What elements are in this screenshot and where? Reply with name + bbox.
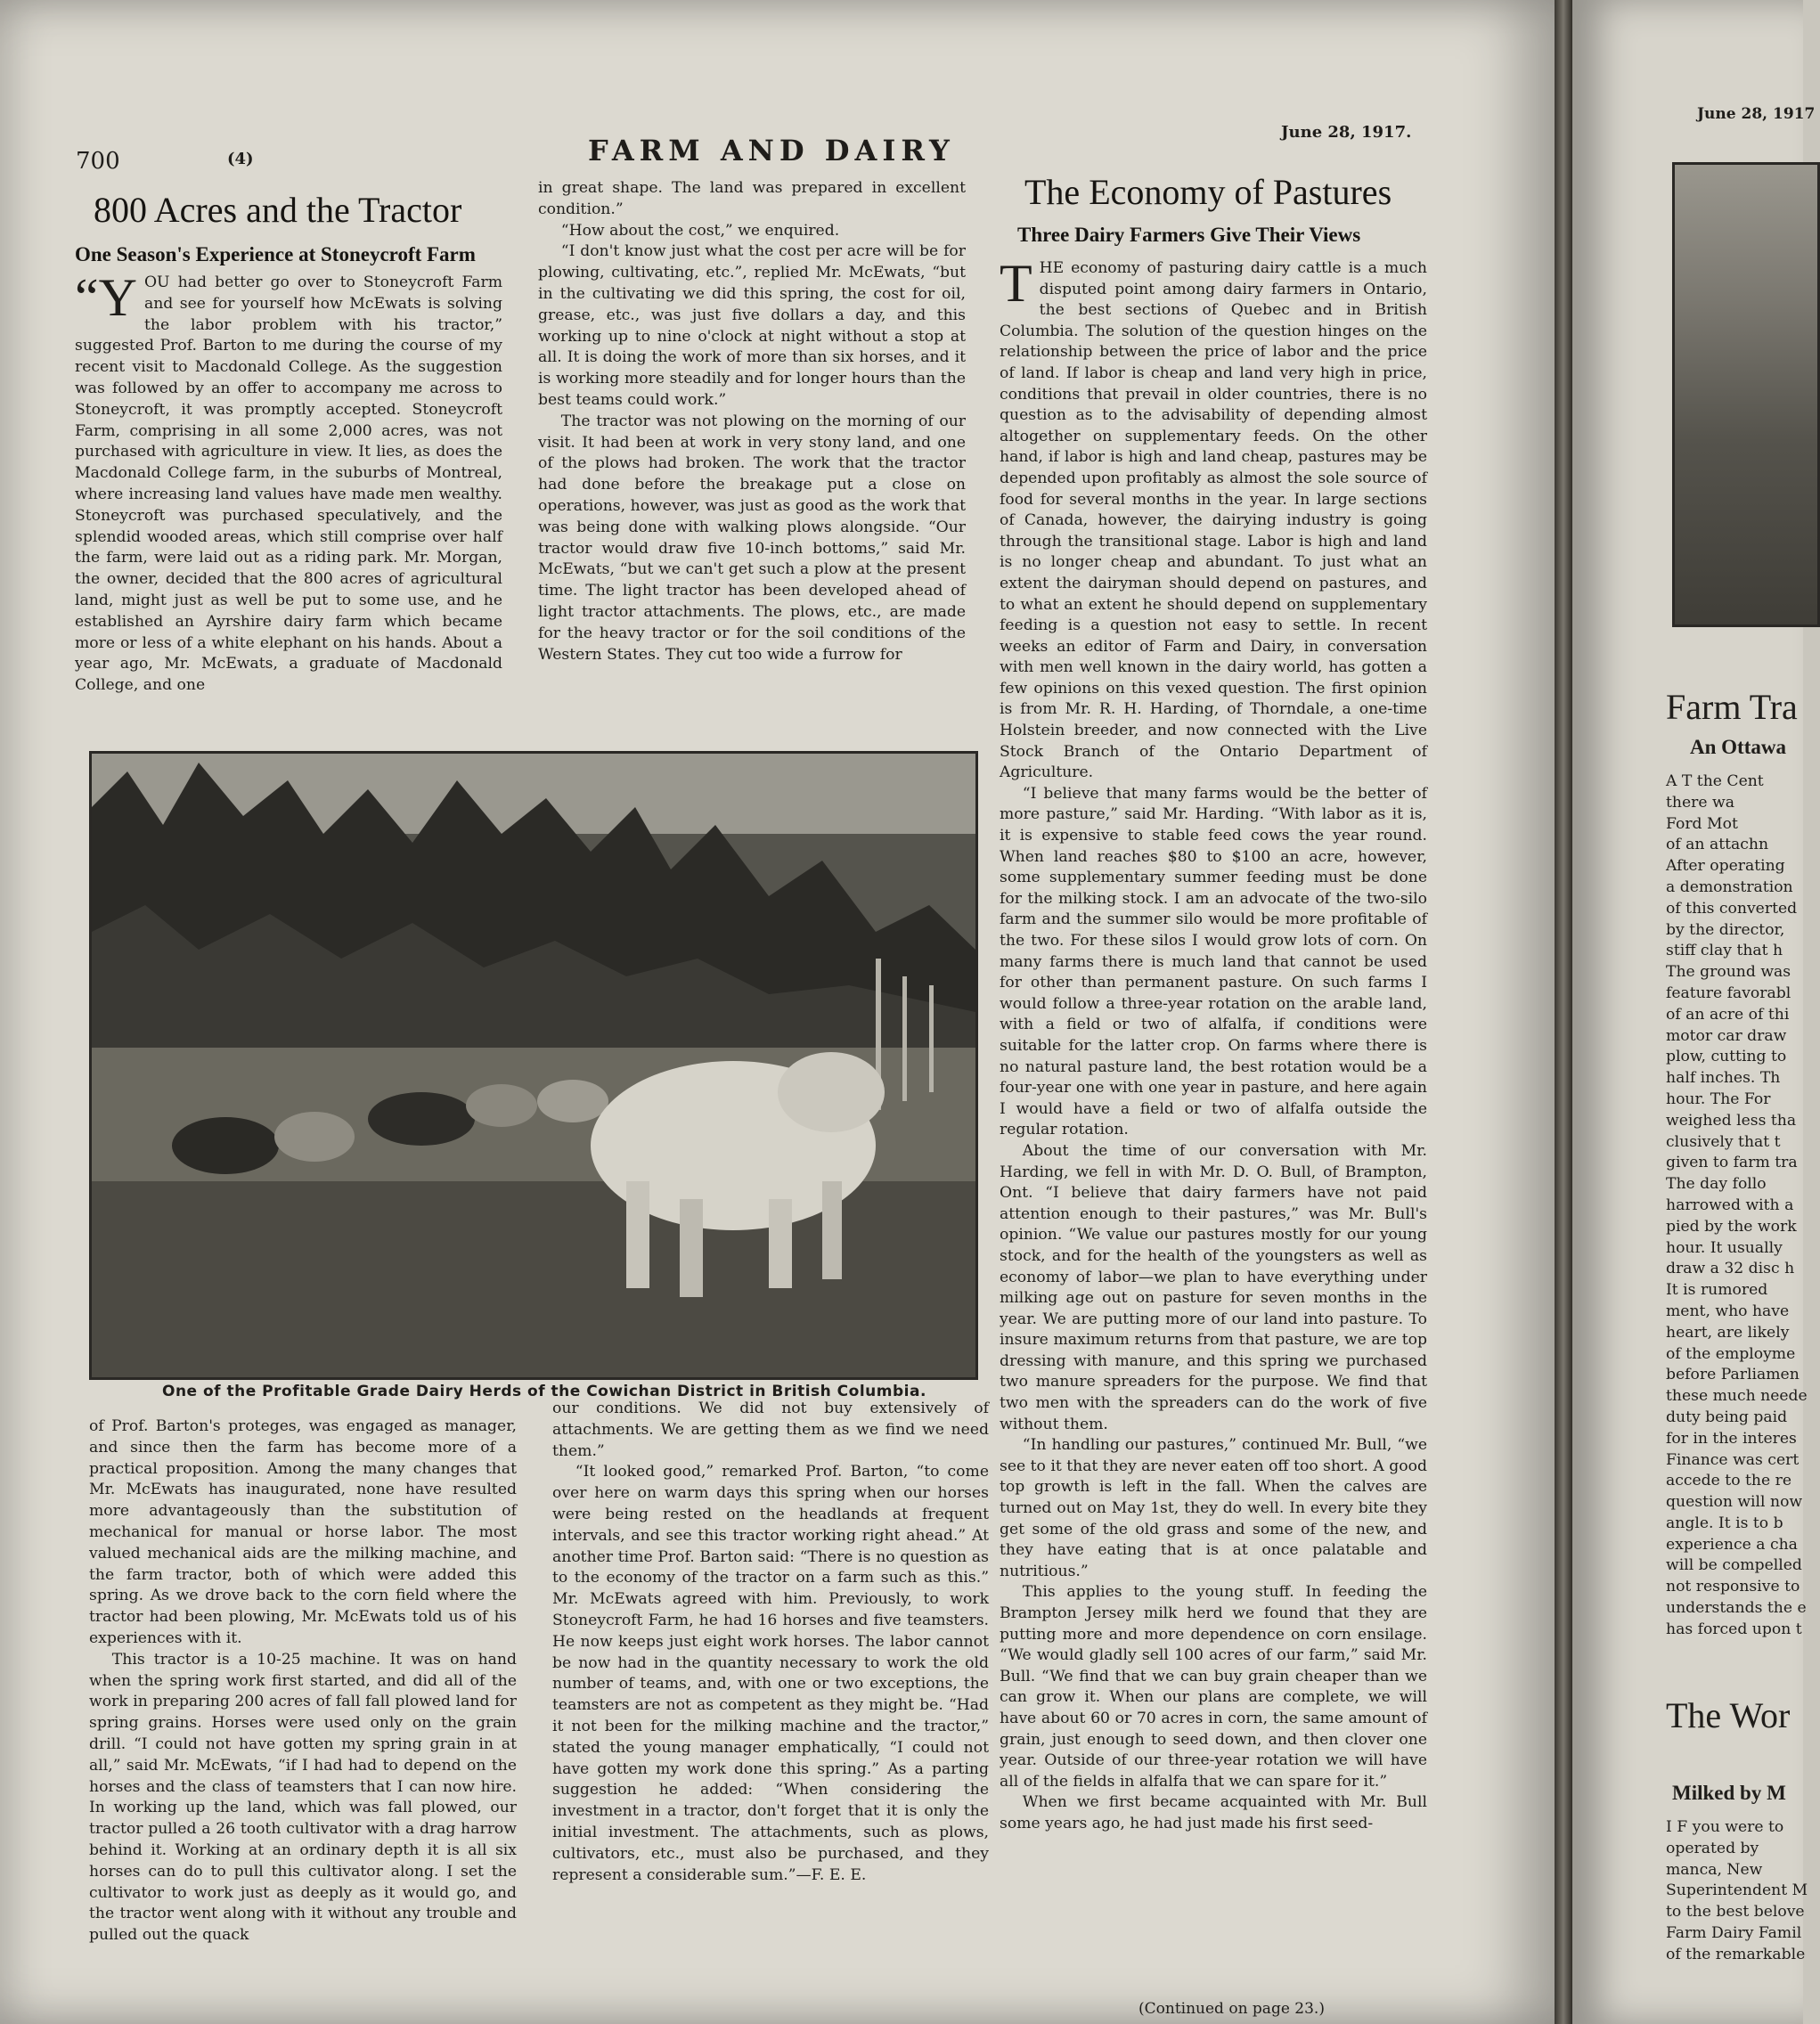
- text-line: half inches. Th: [1666, 1069, 1781, 1088]
- text-line: stiff clay that h: [1666, 942, 1783, 960]
- text-line: harrowed with a: [1666, 1196, 1794, 1214]
- paragraph: “I believe that many farms would be the better of more pasture,” said Mr. Harding. “With labor as it is, it is expensive to stable feed cows the year round. When land reaches $80 to $100 an acre, however, some supplementary summer feeding must be done for the milking stock. I am an advocate of the two-silo farm and the summer silo would be more profitable of the two. For these silos I would grow lots of corn. On many farms there is much land that cannot be used for other than permanent pasture. On such farms I would follow a three-year rotation on the arable land, with a field or two of alfalfa, if conditions were suitable for the latter crop. On farms where there is no natural pasture land, the best rotation would be a four-year one with one year in pasture, and here again I would have a field or two of alfalfa outside the regular rotation.: [1000, 784, 1427, 1139]
- article-title-right: The Economy of Pastures: [1024, 172, 1392, 212]
- text-line: pied by the work: [1666, 1217, 1797, 1236]
- text-line: Finance was cert: [1666, 1450, 1800, 1469]
- barn-photo: [1672, 162, 1820, 627]
- paragraph: OU had better go over to Stoneycroft Farm and see for yourself how McEwats is solving the labor problem with his tractor,” suggested Prof. Barton to me during the course of my recent visit to Macdonald College. As the suggestion was followed by an offer to accompany me across to Stoneycroft, it was promptly accepted. Stoneycroft Farm, comprising in all some 2,000 acres, was not purchased with agriculture in view. It lies, as does the Macdonald College farm, in the suburbs of Montreal, where increasing land values have made men wealthy. Stoneycroft was purchased speculatively, and the splendid wooded areas, which still comprise over half the farm, were laid out as a riding park. Mr. Morgan, the owner, decided that the 800 acres of agricultural land, might just as well be put to some use, and he established an Ayrshire dairy farm which became more or less of a white elephant on his hands. About a year ago, Mr. McEwats, a graduate of Macdonald College, and one: [75, 273, 502, 695]
- text-line: to the best belove: [1666, 1903, 1805, 1922]
- text-line: Ford Mot: [1666, 814, 1738, 833]
- text-line: Superintendent M: [1666, 1881, 1808, 1900]
- text-line: experience a cha: [1666, 1535, 1798, 1554]
- text-line: The day follo: [1666, 1175, 1767, 1194]
- text-line: a demonstration: [1666, 877, 1793, 896]
- masthead: FARM AND DAIRY: [588, 134, 955, 167]
- right-page-title-1: Farm Tra: [1666, 687, 1798, 727]
- text-line: After operating: [1666, 857, 1785, 876]
- article-left-column-1-bottom: [89, 1416, 517, 1946]
- text-line: will be compelled: [1666, 1556, 1802, 1575]
- dropcap-right: T: [1000, 254, 1032, 313]
- paragraph: “How about the cost,” we enquired.: [560, 221, 840, 240]
- paragraph: This tractor is a 10-25 machine. It was on hand when the spring work first started, and did all of the work in preparing 200 acres of fall fall plowed land for spring grains. Horses were used only on the grain drill. “I could not have gotten my spring grain in at all,” said Mr. McEwats, “if I had had to depend on the horses and the class of teamsters that I can now hire. In working up the land, which was fall plowed, our tractor pulled a 26 tooth cultivator with a drag harrow behind it. Working at an ordinary depth it is all six horses can do to pull this cultivator along. I set the cultivator to work just as deeply as it would go, and the tractor went along with it without any trouble and pulled out the quack: [89, 1650, 517, 1945]
- cattle-herd-photo: [89, 751, 978, 1380]
- text-line: draw a 32 disc h: [1666, 1260, 1795, 1278]
- text-line: there wa: [1666, 793, 1734, 812]
- issue-date: June 28, 1917.: [1281, 123, 1412, 142]
- paragraph: When we first became acquainted with Mr. Bull some years ago, he had just made his first seed-: [1000, 1793, 1427, 1832]
- right-page-column-1: [1666, 771, 1817, 1641]
- right-page-date: June 28, 1917: [1697, 105, 1816, 123]
- text-line: angle. It is to b: [1666, 1514, 1783, 1532]
- article-left-column-1-top: [75, 268, 502, 697]
- text-line: accede to the re: [1666, 1472, 1792, 1490]
- paragraph: in great shape. The land was prepared in excellent condition.”: [538, 179, 966, 218]
- text-line: not responsive to: [1666, 1578, 1800, 1596]
- text-line: operated by: [1666, 1839, 1759, 1857]
- text-line: Farm Dairy Famil: [1666, 1923, 1802, 1942]
- page-gutter: [1555, 0, 1572, 2024]
- text-line: understands the e: [1666, 1599, 1807, 1618]
- text-line: It is rumored: [1666, 1281, 1768, 1300]
- paragraph: This applies to the young stuff. In feeding the Brampton Jersey milk herd we found that they are putting more and more dependence on corn ensilage. “We would gladly sell 100 acres of our farm,” said Mr. Bull. “We find that we can buy grain cheaper than we can grow it. When our plans are complete, we will have about 60 or 70 acres in corn, the same amount of grain, just enough to seed down, and then clover one year. Outside of our three-year rotation we will have all of the fields in alfalfa that we can spare for it.”: [1000, 1583, 1427, 1791]
- article-subtitle-right: Three Dairy Farmers Give Their Views: [1017, 224, 1361, 246]
- text-line: ment, who have: [1666, 1302, 1790, 1320]
- text-line: by the director,: [1666, 920, 1785, 939]
- dropcap-left: “Y: [75, 268, 137, 327]
- text-line: clusively that t: [1666, 1132, 1781, 1151]
- paragraph: “It looked good,” remarked Prof. Barton, “to come over here on warm days this spring when our horses were being rested on the headlands at frequent intervals, and see this tractor working right ahead.” At another time Prof. Barton said: “There is no question as to the economy of the tractor on a farm such as this.” Mr. McEwats agreed with him. Previously, to work Stoneycroft Farm, he had 16 horses and five teamsters. He now keeps just eight work horses. The labor cannot be now had in the quantity necessary to work the old number of teams, and, with one or two exceptions, the teamsters are not as competent as they might be. “Had it not been for the milking machine and the tractor,” stated the young manager emphatically, “I could not have gotten my work done this spring.” As a parting suggestion he added: “When considering the investment in a tractor, don't forget that it is only the initial investment. The attachments, such as plows, cultivators, etc., must also be purchased, and they represent a considerable sum.”—F. E. E.: [552, 1463, 989, 1884]
- text-line: hour. The For: [1666, 1090, 1771, 1108]
- paragraph: of Prof. Barton's proteges, was engaged as manager, and since then the farm has become more of a practical proposition. Among the many changes that Mr. McEwats has inaugurated, none have resulted more advantageously than the substitution of mechanical for manual or horse labor. The most valued mechanical aids are the milking machine, and the farm tractor, both of which were added this spring. As we drove back to the corn field where the tractor had been plowing, Mr. McEwats told us of his experiences with it.: [89, 1417, 517, 1647]
- text-line: heart, are likely: [1666, 1323, 1790, 1342]
- article-right-column: [1000, 254, 1428, 1835]
- paragraph: “I don't know just what the cost per acre will be for plowing, cultivating, etc.”, replied Mr. McEwats, “but in the cultivating we did this spring, the cost for oil, grease, etc., was just five dollars a day, and this working up to nine o'clock at night without a stop at all. It is doing the work of more than six horses, and it is working more steadily and for longer hours than the best teams could work.”: [538, 242, 966, 409]
- paragraph: The tractor was not plowing on the morning of our visit. It had been at work in very stony land, and one of the plows had broken. The work that the tractor had done before the breakage put a close on operations, however, was just as good as the work that was being done with walking plows alongside. “Our tractor would draw five 10-inch bottoms,” said Mr. McEwats, “but we can't get such a plow at the present time. The light tractor has been developed ahead of light tractor attachments. The plows, etc., are made for the heavy tractor or for the soil conditions of the Western States. They cut too wide a furrow for: [538, 412, 966, 664]
- text-line: plow, cutting to: [1666, 1048, 1787, 1066]
- right-page-subtitle-1: An Ottawa: [1690, 736, 1786, 758]
- text-line: before Parliamen: [1666, 1366, 1800, 1384]
- text-line: feature favorabl: [1666, 983, 1791, 1002]
- text-line: of the remarkable: [1666, 1945, 1806, 1963]
- text-line: given to farm tra: [1666, 1154, 1798, 1172]
- article-subtitle-left: One Season's Experience at Stoneycroft Farm: [75, 243, 476, 265]
- text-line: manca, New: [1666, 1860, 1763, 1879]
- photo-caption: One of the Profitable Grade Dairy Herds of the Cowichan District in British Columbia.: [162, 1383, 926, 1400]
- text-line: of an attachn: [1666, 836, 1769, 854]
- continued-note: (Continued on page 23.): [1139, 2000, 1325, 2018]
- paragraph: HE economy of pasturing dairy cattle is a much disputed point among dairy farmers in Ontario, the best sections of Quebec and in British Columbia. The solution of the question hinges on the relationship between the price of labor and the price of land. If labor is cheap and land very high in price, conditions that prevail in older countries, there is no question as to the advisability of depending almost altogether on supplementary feeds. On the other hand, if labor is high and land cheap, pastures may be depended upon profitably as almost the sole source of food for several months in the year. In large sections of Canada, however, the dairying industry is going through the transitional stage. Labor is high and land is no longer cheap and abundant. To just what an extent the dairyman should depend on pastures, and to what an extent he should depend on supplementary feeding is a question not easy to settle. In recent weeks an editor of Farm and Dairy, in conversation with men well known in the dairy world, has gotten a few opinions on this vexed question. The first opinion is from Mr. R. H. Harding, of Thorndale, a one-time Holstein breeder, and now connected with the Live Stock Branch of the Ontario Department of Agriculture.: [1000, 259, 1427, 782]
- text-line: of an acre of thi: [1666, 1005, 1790, 1024]
- text-line: duty being paid: [1666, 1408, 1788, 1426]
- text-line: motor car draw: [1666, 1026, 1787, 1045]
- paragraph: “In handling our pastures,” continued Mr. Bull, “we see to it that they are never eaten off too short. A good top growth is left in the fall. When the calves are turned out on May 1st, they do well. In every bite they get some of the old grass and some of the new, and they have eating that is at once palatable and nutritious.”: [1000, 1436, 1428, 1580]
- paragraph: our conditions. We did not buy extensively of attachments. We are getting them as we find we need them.”: [552, 1400, 989, 1460]
- text-line: hour. It usually: [1666, 1238, 1783, 1257]
- right-page-partial: [1572, 0, 1816, 2024]
- text-line: of this converted: [1666, 899, 1798, 918]
- right-page-title-2: The Wor: [1666, 1695, 1791, 1735]
- text-line: these much neede: [1666, 1387, 1808, 1406]
- text-line: question will now: [1666, 1493, 1803, 1512]
- right-page-column-2: [1666, 1817, 1817, 1966]
- right-page-subtitle-2: Milked by M: [1672, 1782, 1786, 1804]
- text-line: of the employme: [1666, 1344, 1796, 1363]
- article-left-column-2-top: [538, 178, 966, 665]
- paragraph: About the time of our conversation with Mr. Harding, we fell in with Mr. D. O. Bull, of Brampton, Ont. “I believe that dairy farmers have not paid attention enough to their pastures,” was Mr. Bull's opinion. “We value our pastures mostly for our young stock, and for the health of the youngsters as well as economy of labor—we plan to have everything under milking age out on pasture for seven months in the year. We are putting more of our land into pasture. To insure maximum returns from that pasture, we are top dressing with manure, and this spring we purchased two manure spreaders for the purpose. We find that two men with the spreaders can do the work of five without them.: [1000, 1141, 1427, 1433]
- text-line: I F you were to: [1666, 1818, 1784, 1836]
- article-left-column-2-bottom: [552, 1399, 989, 1886]
- text-line: weighed less tha: [1666, 1111, 1797, 1130]
- section-number: (4): [227, 150, 254, 168]
- photo-illustration: [92, 754, 975, 1377]
- page-number: 700: [76, 148, 120, 175]
- text-line: has forced upon t: [1666, 1620, 1802, 1638]
- text-line: A T the Cent: [1666, 772, 1764, 790]
- text-line: for in the interes: [1666, 1429, 1797, 1448]
- article-title-left: 800 Acres and the Tractor: [94, 190, 462, 230]
- text-line: The ground was: [1666, 963, 1791, 982]
